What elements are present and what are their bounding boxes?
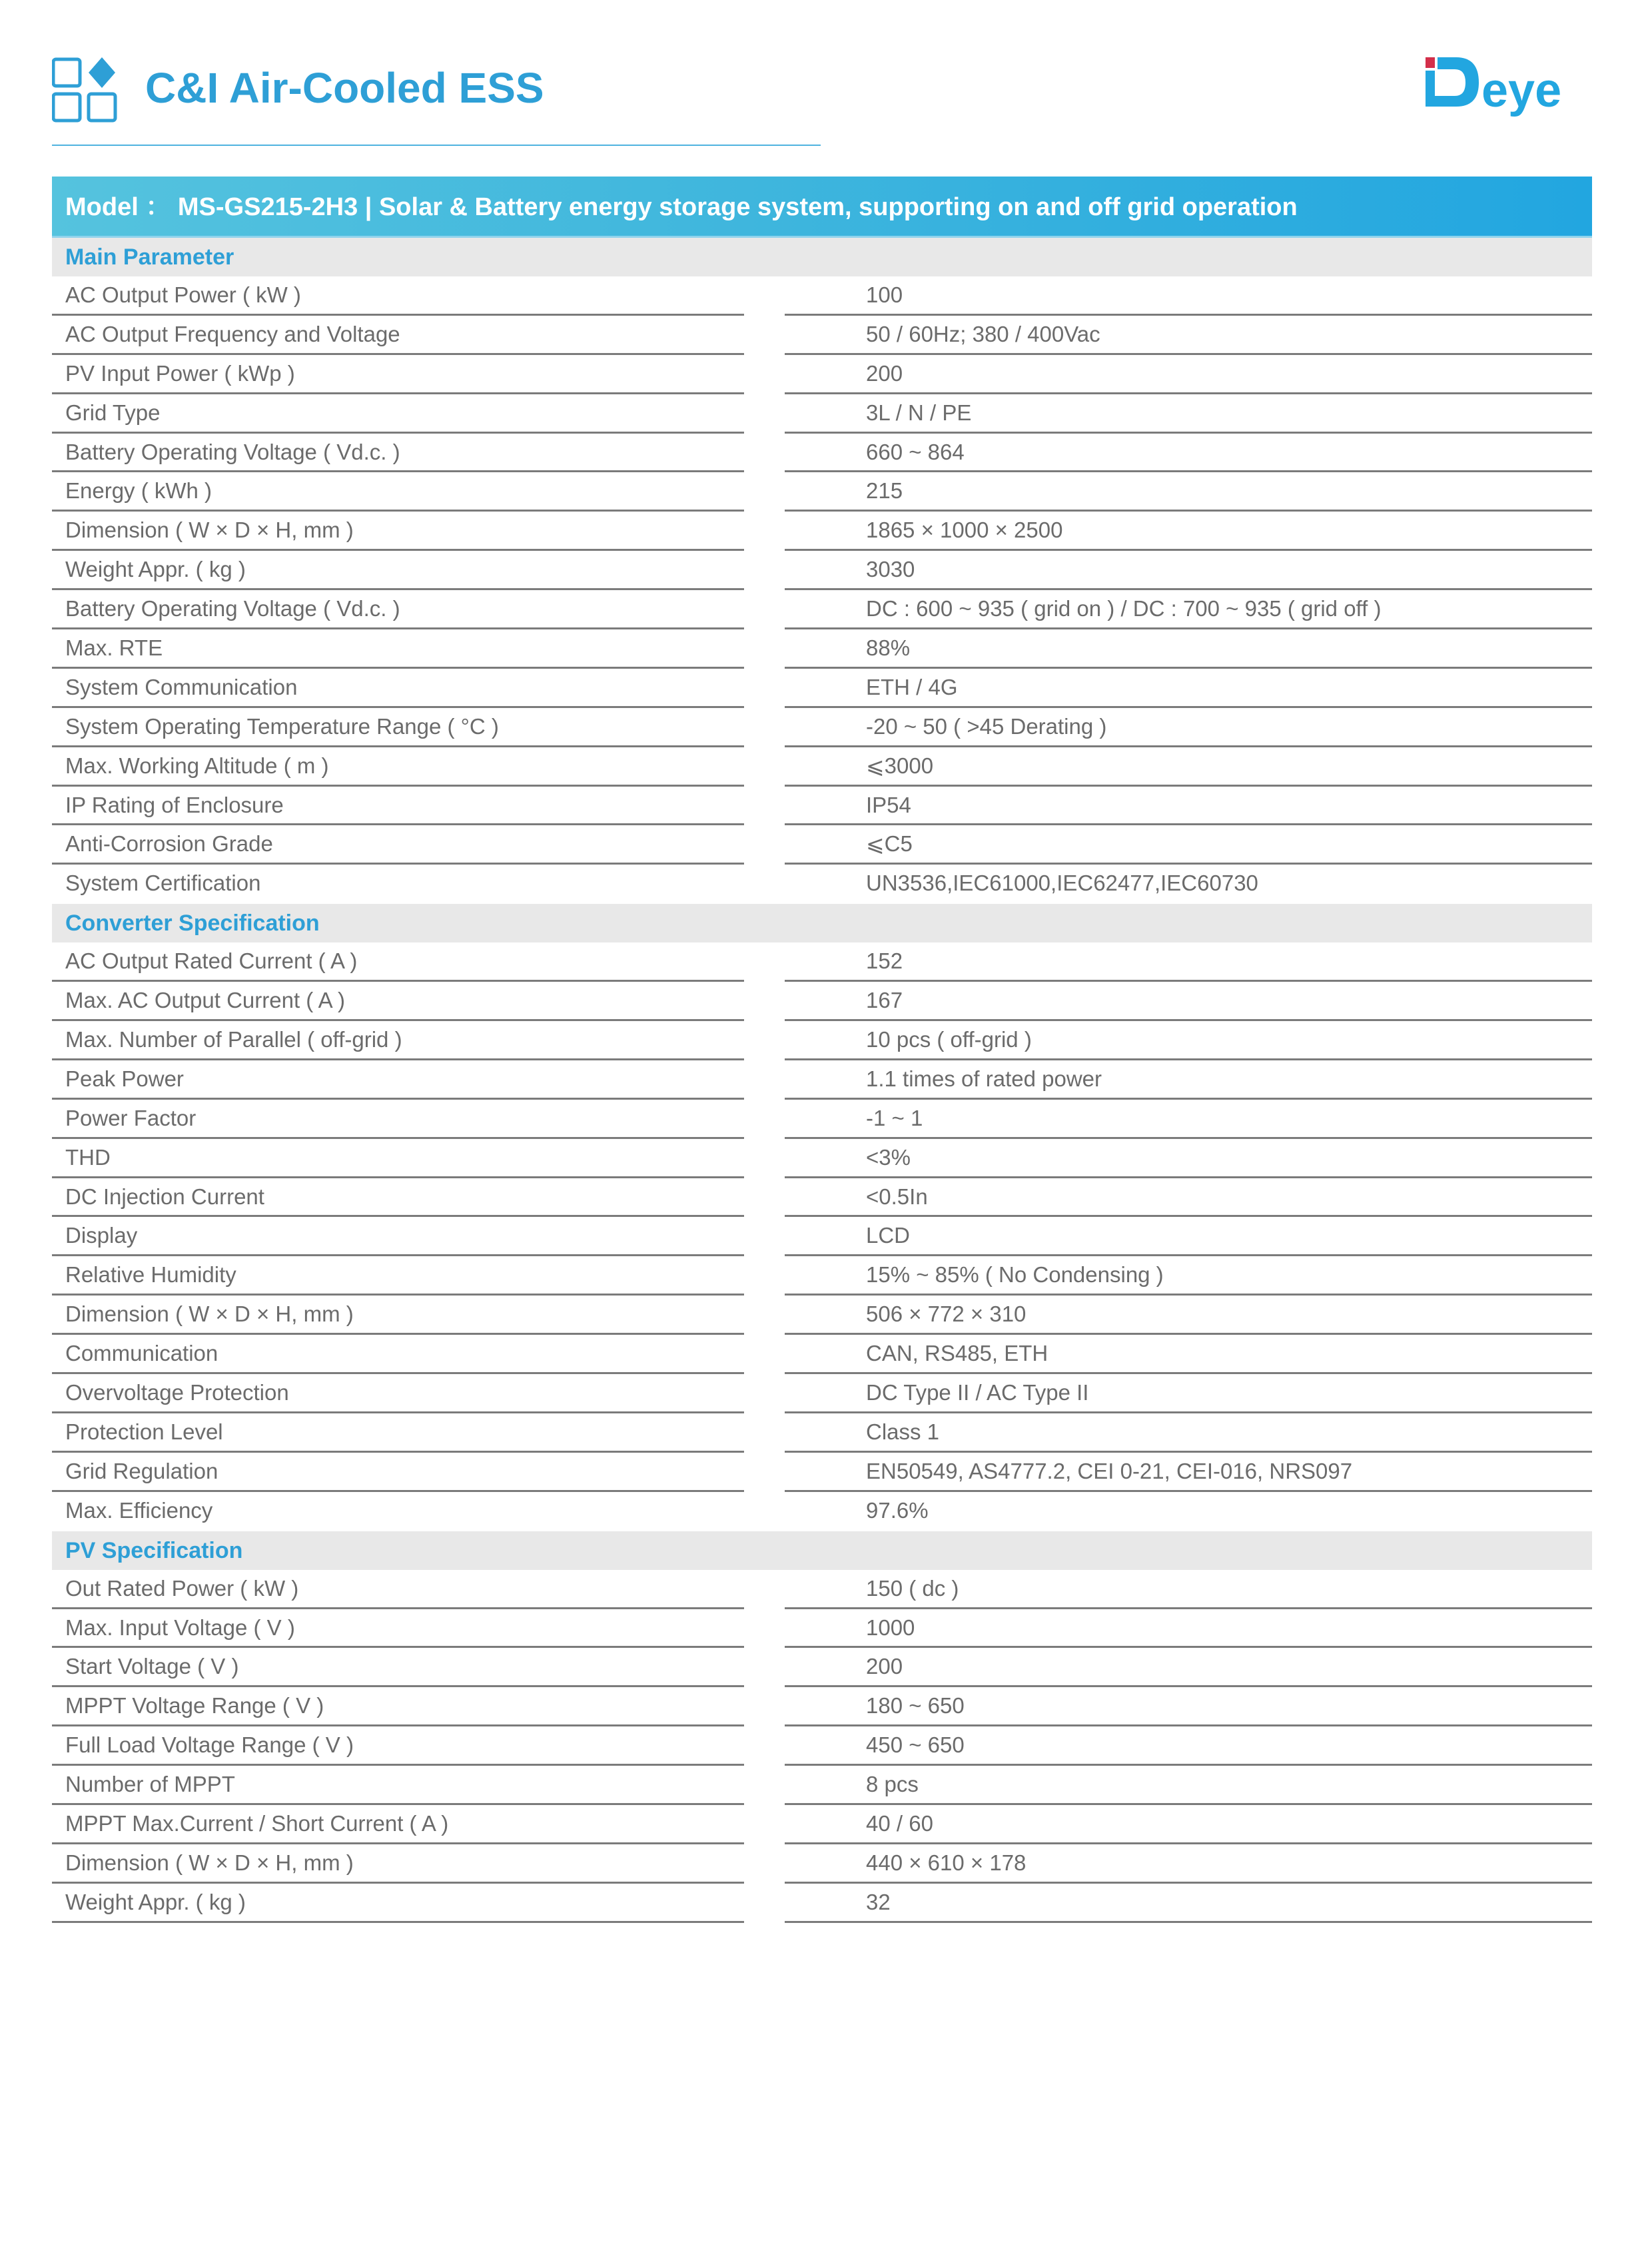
spec-sections	[52, 238, 1592, 1923]
spec-row	[52, 1139, 1592, 1178]
spec-value: <3%	[866, 1144, 911, 1170]
spec-label: MPPT Max.Current / Short Current ( A )	[65, 1810, 449, 1836]
spec-value: 40 / 60	[866, 1810, 933, 1836]
spec-value: 3L / N / PE	[866, 400, 972, 425]
spec-label: Grid Type	[65, 400, 161, 425]
spec-label: Dimension ( W × D × H, mm )	[65, 1302, 354, 1327]
spec-row	[52, 1687, 1592, 1726]
spec-label: Battery Operating Voltage ( Vd.c. )	[65, 439, 400, 464]
spec-row	[52, 472, 1592, 512]
spec-value: ⩽3000	[866, 753, 934, 778]
spec-row	[52, 669, 1592, 708]
spec-value: 180 ~ 650	[866, 1693, 965, 1718]
spec-row	[52, 708, 1592, 747]
spec-row	[52, 316, 1592, 355]
grid-diamond-icon	[52, 57, 119, 124]
spec-label: Grid Regulation	[65, 1458, 218, 1483]
spec-label: Relative Humidity	[65, 1262, 236, 1288]
spec-value: 1.1 times of rated power	[866, 1066, 1102, 1091]
spec-label: Peak Power	[65, 1066, 184, 1091]
spec-row	[52, 434, 1592, 473]
spec-row	[52, 355, 1592, 394]
spec-label: Dimension ( W × D × H, mm )	[65, 518, 354, 543]
spec-value: 450 ~ 650	[866, 1732, 965, 1758]
spec-row	[52, 551, 1592, 590]
spec-row	[52, 865, 1592, 904]
spec-row	[52, 1609, 1592, 1649]
spec-value: IP54	[866, 792, 911, 817]
page-header	[0, 0, 1652, 160]
row-divider-left	[52, 1921, 744, 1923]
spec-value: DC : 600 ~ 935 ( grid on ) / DC : 700 ~ 935 ( grid off )	[866, 596, 1382, 621]
spec-label: AC Output Frequency and Voltage	[65, 321, 400, 346]
spec-value: 1000	[866, 1615, 915, 1640]
spec-label: DC Injection Current	[65, 1184, 264, 1209]
section-header: Main Parameter	[52, 238, 1592, 276]
spec-label: System Certification	[65, 871, 261, 896]
spec-value: -20 ~ 50 ( >45 Derating )	[866, 713, 1107, 739]
section-header: Converter Specification	[52, 904, 1592, 942]
spec-label: Max. AC Output Current ( A )	[65, 988, 345, 1013]
spec-value: 100	[866, 282, 903, 307]
spec-label: Number of MPPT	[65, 1772, 235, 1797]
spec-value: CAN, RS485, ETH	[866, 1341, 1048, 1366]
spec-value: 50 / 60Hz; 380 / 400Vac	[866, 321, 1100, 346]
spec-label: Max. Input Voltage ( V )	[65, 1615, 295, 1640]
spec-value: <0.5In	[866, 1184, 928, 1209]
spec-label: Energy ( kWh )	[65, 478, 212, 504]
spec-label: Weight Appr. ( kg )	[65, 557, 246, 582]
spec-value: UN3536,IEC61000,IEC62477,IEC60730	[866, 871, 1258, 896]
spec-label: Display	[65, 1223, 138, 1248]
spec-row	[52, 1374, 1592, 1413]
spec-label: Overvoltage Protection	[65, 1380, 289, 1405]
spec-value: EN50549, AS4777.2, CEI 0-21, CEI-016, NRS097	[866, 1458, 1353, 1483]
spec-row	[52, 825, 1592, 865]
spec-row	[52, 1256, 1592, 1296]
spec-label: MPPT Voltage Range ( V )	[65, 1693, 324, 1718]
spec-label: AC Output Rated Current ( A )	[65, 948, 358, 974]
spec-label: Max. RTE	[65, 635, 163, 661]
spec-value: 167	[866, 988, 903, 1013]
spec-value: 15% ~ 85% ( No Condensing )	[866, 1262, 1164, 1288]
spec-value: 152	[866, 948, 903, 974]
spec-row	[52, 1726, 1592, 1766]
spec-label: Communication	[65, 1341, 218, 1366]
spec-row	[52, 1413, 1592, 1453]
spec-table	[52, 177, 1592, 1923]
spec-value: ETH / 4G	[866, 674, 958, 699]
spec-row	[52, 1100, 1592, 1139]
spec-value: 440 × 610 × 178	[866, 1850, 1027, 1875]
spec-row	[52, 276, 1592, 316]
spec-value: 215	[866, 478, 903, 504]
spec-row	[52, 629, 1592, 669]
spec-row	[52, 942, 1592, 982]
section-header: PV Specification	[52, 1531, 1592, 1570]
model-banner: Model ： MS-GS215-2H3 | Solar & Battery energy storage system, supporting on and off grid operation	[52, 177, 1592, 238]
spec-value: 32	[866, 1889, 891, 1914]
spec-row	[52, 1492, 1592, 1531]
spec-value: 506 × 772 × 310	[866, 1302, 1027, 1327]
logo-text: eye	[1481, 64, 1562, 117]
spec-row	[52, 1844, 1592, 1884]
page-title: C&I Air-Cooled ESS	[145, 64, 544, 112]
spec-label: AC Output Power ( kW )	[65, 282, 301, 307]
spec-value: 150 ( dc )	[866, 1575, 959, 1601]
spec-value: ⩽C5	[866, 831, 913, 857]
spec-label: Dimension ( W × D × H, mm )	[65, 1850, 354, 1875]
spec-value: 8 pcs	[866, 1772, 919, 1797]
spec-value: 200	[866, 1654, 903, 1679]
spec-row	[52, 512, 1592, 551]
spec-label: Power Factor	[65, 1105, 197, 1130]
spec-label: Out Rated Power ( kW )	[65, 1575, 299, 1601]
spec-value: 10 pcs ( off-grid )	[866, 1027, 1032, 1052]
spec-row	[52, 1805, 1592, 1844]
spec-label: PV Input Power ( kWp )	[65, 360, 295, 386]
spec-row	[52, 787, 1592, 826]
spec-row	[52, 1060, 1592, 1100]
spec-row	[52, 394, 1592, 434]
spec-row	[52, 747, 1592, 787]
spec-value: LCD	[866, 1223, 911, 1248]
spec-label: Anti-Corrosion Grade	[65, 831, 273, 857]
spec-row	[52, 1217, 1592, 1256]
spec-value: DC Type II / AC Type II	[866, 1380, 1089, 1405]
spec-value: 3030	[866, 557, 915, 582]
spec-row	[52, 1570, 1592, 1609]
spec-row	[52, 590, 1592, 629]
spec-row	[52, 1766, 1592, 1805]
spec-value: -1 ~ 1	[866, 1105, 923, 1130]
spec-value: 1865 × 1000 × 2500	[866, 518, 1063, 543]
spec-value: 660 ~ 864	[866, 439, 965, 464]
header-divider	[52, 145, 821, 146]
spec-value: 200	[866, 360, 903, 386]
spec-row	[52, 1335, 1592, 1374]
spec-row	[52, 1453, 1592, 1492]
row-divider-right	[785, 1921, 1592, 1923]
spec-value: Class 1	[866, 1419, 940, 1444]
spec-row	[52, 1178, 1592, 1218]
spec-value: 97.6%	[866, 1497, 929, 1523]
spec-row	[52, 1884, 1592, 1923]
spec-value: 88%	[866, 635, 911, 661]
spec-row	[52, 1021, 1592, 1060]
spec-label: IP Rating of Enclosure	[65, 792, 284, 817]
spec-label: THD	[65, 1144, 111, 1170]
spec-label: Max. Working Altitude ( m )	[65, 753, 329, 778]
deye-logo-icon	[1426, 56, 1599, 120]
spec-label: Max. Efficiency	[65, 1497, 213, 1523]
spec-label: Full Load Voltage Range ( V )	[65, 1732, 354, 1758]
spec-row	[52, 1648, 1592, 1687]
spec-label: System Operating Temperature Range ( °C )	[65, 713, 499, 739]
spec-label: Battery Operating Voltage ( Vd.c. )	[65, 596, 400, 621]
spec-label: Max. Number of Parallel ( off-grid )	[65, 1027, 402, 1052]
spec-label: Start Voltage ( V )	[65, 1654, 239, 1679]
spec-row	[52, 982, 1592, 1021]
spec-row	[52, 1296, 1592, 1335]
spec-label: Protection Level	[65, 1419, 223, 1444]
spec-label: Weight Appr. ( kg )	[65, 1889, 246, 1914]
spec-label: System Communication	[65, 674, 298, 699]
